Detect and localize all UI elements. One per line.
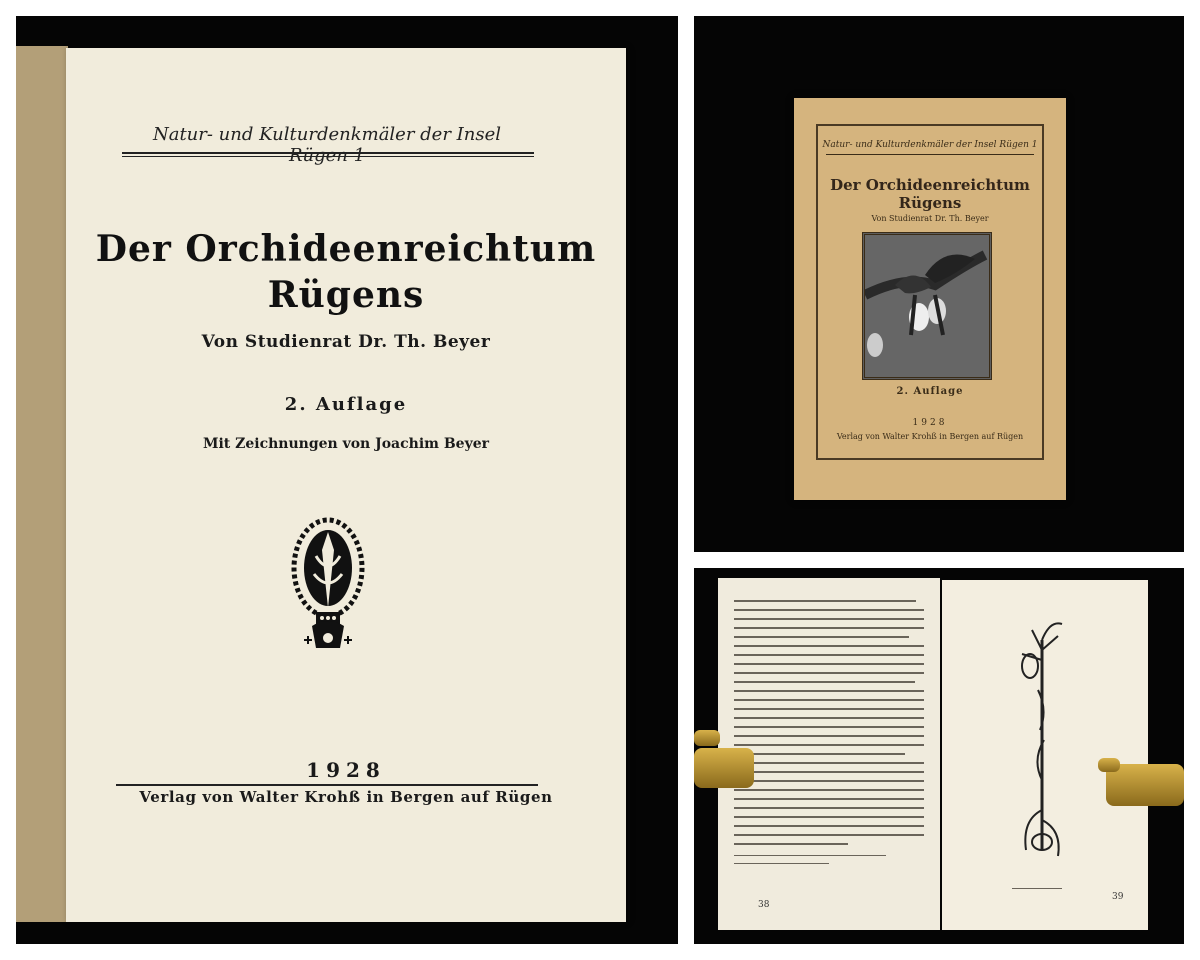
cover-rule <box>826 154 1034 155</box>
cover-title <box>818 176 1042 212</box>
left-brass-hand <box>694 748 754 788</box>
cover-frame <box>816 124 1044 460</box>
left-brass-thumb <box>694 730 720 746</box>
cover-publisher: Verlag von Walter Krohß in Bergen auf Rügen <box>836 432 1024 441</box>
series-rule <box>122 152 534 154</box>
right-brass-thumb <box>1098 758 1120 772</box>
title-page <box>66 48 626 922</box>
book-cover <box>794 98 1066 500</box>
orchid-drawing-icon <box>1002 610 1082 870</box>
publication-year: 1928 <box>306 758 386 782</box>
cover-edition: 2. Auflage <box>896 386 964 397</box>
drawings-credit: Mit Zeichnungen von Joachim Beyer <box>202 436 489 452</box>
cover-title-line2: Rügens <box>898 194 962 212</box>
cover-photo <box>694 16 1184 552</box>
cover-series: Natur- und Kulturdenkmäler der Insel Rügen 1 <box>822 140 1038 150</box>
left-page-text-block <box>734 600 924 871</box>
left-page-number: 38 <box>758 900 770 910</box>
publisher-rule <box>116 784 538 786</box>
cover-title-line1: Der Orchideenreichtum <box>830 176 1030 194</box>
orchid-ornament-icon <box>288 516 368 660</box>
right-page <box>942 580 1148 930</box>
author-line: Von Studienrat Dr. Th. Beyer <box>201 332 491 352</box>
series-line: Natur- und Kulturdenkmäler der Insel <box>152 124 502 145</box>
cover-author: Von Studienrat Dr. Th. Beyer <box>871 214 989 223</box>
book-title-line1: Der Orchideenreichtum <box>95 228 597 270</box>
book-title <box>66 226 626 318</box>
open-book-photo <box>694 568 1184 944</box>
book-title-line2: Rügens <box>267 274 425 316</box>
edition-line: 2. Auflage <box>284 394 408 415</box>
orchid-photograph <box>862 232 992 380</box>
orchid-flower-icon <box>865 235 989 377</box>
title-page-photo <box>16 16 678 944</box>
right-page-number: 39 <box>1112 892 1124 902</box>
publisher-line: Verlag von Walter Krohß in Bergen auf Rügen <box>139 788 553 806</box>
series-rule-thin <box>122 156 534 157</box>
book-spine <box>16 46 68 922</box>
cover-year: 1928 <box>912 418 948 428</box>
